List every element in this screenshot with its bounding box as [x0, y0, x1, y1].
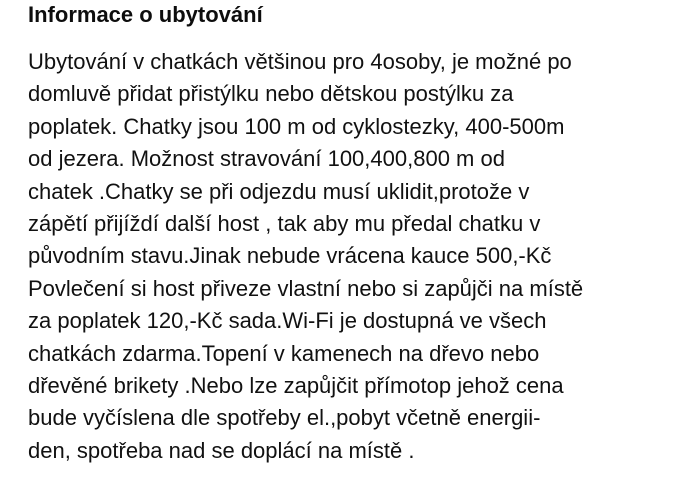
text-line: dřevěné brikety .Nebo lze zapůjčit přímotop jehož cena — [28, 372, 564, 398]
text-line: poplatek. Chatky jsou 100 m od cyklostezky, 400-500m — [28, 113, 565, 139]
accommodation-info-section — [28, 0, 688, 467]
text-line: chatek .Chatky se při odjezdu musí uklidit,protože v — [28, 178, 530, 204]
text-line: chatkách zdarma.Topení v kamenech na dřevo nebo — [28, 340, 540, 366]
text-line: od jezera. Možnost stravování 100,400,800 m od — [28, 146, 505, 172]
section-heading: Informace o ubytování — [28, 2, 263, 27]
text-line: zápětí přijíždí další host , tak aby mu předal chatku v — [28, 210, 541, 236]
text-line: Povlečení si host přiveze vlastní nebo si zapůjči na místě — [28, 275, 584, 301]
text-line: Ubytování v chatkách většinou pro 4osoby, je možné po — [28, 49, 572, 74]
text-line: za poplatek 120,-Kč sada.Wi-Fi je dostupná ve všech — [28, 308, 547, 334]
text-line: bude vyčíslena dle spotřeby el.,pobyt včetně energii- — [28, 405, 541, 431]
text-line: domluvě přidat přistýlku nebo dětskou postýlku za — [28, 81, 514, 107]
text-line: den, spotřeba nad se doplácí na místě . — [28, 437, 415, 463]
text-line: původním stavu.Jinak nebude vrácena kauce 500,-Kč — [28, 243, 552, 269]
description-text — [28, 46, 688, 467]
